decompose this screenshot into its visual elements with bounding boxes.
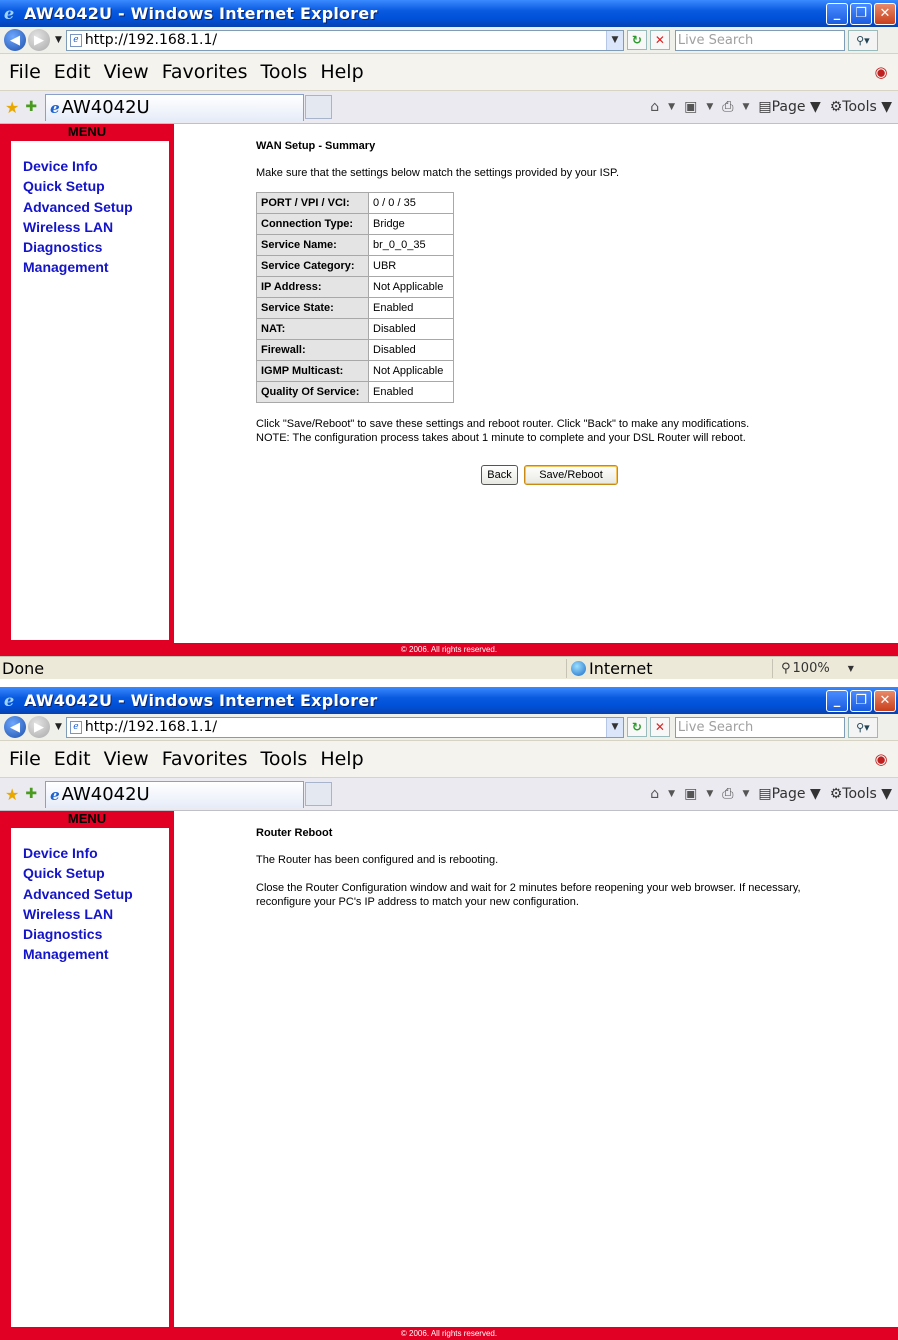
address-dropdown-icon[interactable]: ▼	[606, 31, 623, 50]
close-button[interactable]: ✕	[874, 690, 896, 712]
row-label: Service State:	[257, 298, 369, 319]
stop-button[interactable]: ✕	[650, 30, 670, 50]
refresh-button[interactable]: ↻	[627, 717, 647, 737]
menu-bar	[0, 741, 898, 778]
stop-button[interactable]: ✕	[650, 717, 670, 737]
tab-bar	[0, 91, 898, 124]
sidebar-title: MENU	[67, 811, 107, 826]
menu-view[interactable]: View	[103, 748, 149, 770]
page-icon: e	[70, 721, 82, 734]
tab-label: AW4042U	[61, 784, 150, 805]
sidebar-item-advanced-setup[interactable]: Advanced Setup	[23, 885, 133, 902]
sidebar-panel	[11, 828, 169, 1327]
address-text: http://192.168.1.1/	[84, 32, 218, 48]
search-input[interactable]: Live Search	[675, 30, 845, 51]
sidebar-panel	[11, 141, 169, 640]
row-value: Disabled	[369, 319, 454, 340]
feeds-dropdown-icon[interactable]: ▼	[706, 789, 714, 799]
history-dropdown-icon[interactable]: ▼	[55, 35, 62, 45]
menu-edit[interactable]: Edit	[53, 61, 91, 83]
rebooting-message: The Router has been configured and is rebooting.	[256, 854, 499, 866]
sidebar-item-device-info[interactable]: Device Info	[23, 158, 98, 174]
home-dropdown-icon[interactable]: ▼	[668, 789, 676, 799]
sidebar	[0, 811, 174, 1327]
new-tab-button[interactable]	[305, 95, 332, 119]
menu-file[interactable]: File	[9, 748, 41, 770]
table-row	[257, 256, 454, 277]
row-value: br_0_0_35	[369, 235, 454, 256]
sidebar-item-management[interactable]: Management	[23, 946, 109, 963]
ie-page-icon: e	[50, 785, 60, 804]
tab-aw4042u[interactable]	[45, 94, 304, 121]
menu-help[interactable]: Help	[320, 748, 364, 770]
maximize-button[interactable]: ❐	[850, 3, 872, 25]
row-value: Not Applicable	[369, 277, 454, 298]
sidebar-item-diagnostics[interactable]: Diagnostics	[23, 239, 103, 256]
save-reboot-button[interactable]: Save/Reboot	[524, 465, 618, 485]
forward-button[interactable]: ▶	[28, 716, 50, 738]
zoom-level[interactable]: ⚲ 100% ▼	[772, 659, 892, 678]
add-favorite-icon[interactable]: ✚	[25, 99, 38, 115]
sidebar-item-management[interactable]: Management	[23, 259, 109, 276]
status-bar	[0, 656, 898, 679]
search-button[interactable]: ⚲▾	[848, 30, 878, 51]
reboot-note: NOTE: The configuration process takes about 1 minute to complete and your DSL Router will reboot.	[256, 432, 746, 444]
save-instruction: Click "Save/Reboot" to save these settings and reboot router. Click "Back" to make any modifications.	[256, 418, 750, 430]
row-value: Disabled	[369, 340, 454, 361]
row-label: Service Name:	[257, 235, 369, 256]
ie-page-icon: e	[50, 98, 60, 117]
row-label: PORT / VPI / VCI:	[257, 193, 369, 214]
row-value: 0 / 0 / 35	[369, 193, 454, 214]
globe-icon	[571, 661, 586, 676]
address-bar	[0, 714, 898, 741]
search-button[interactable]: ⚲▾	[848, 717, 878, 738]
table-row	[257, 277, 454, 298]
menu-tools[interactable]: Tools	[260, 61, 308, 83]
new-tab-button[interactable]	[305, 782, 332, 806]
address-bar	[0, 27, 898, 54]
row-label: Quality Of Service:	[257, 382, 369, 403]
sidebar-item-advanced-setup[interactable]: Advanced Setup	[23, 198, 133, 215]
table-row	[257, 361, 454, 382]
row-label: Connection Type:	[257, 214, 369, 235]
minimize-button[interactable]: _	[826, 3, 848, 25]
title-bar	[0, 687, 898, 714]
row-label: IP Address:	[257, 277, 369, 298]
refresh-button[interactable]: ↻	[627, 30, 647, 50]
reconfigure-instruction: reconfigure your PC's IP address to match your new configuration.	[256, 896, 579, 908]
feeds-icon[interactable]: ▣	[684, 99, 698, 115]
history-dropdown-icon[interactable]: ▼	[55, 722, 62, 732]
tools-menu-button[interactable]: ⚙Tools ▼	[829, 99, 892, 115]
favorites-star-icon[interactable]: ★	[5, 97, 20, 117]
home-dropdown-icon[interactable]: ▼	[668, 102, 676, 112]
close-window-instruction: Close the Router Configuration window and wait for 2 minutes before reopening your web browser. If necessary,	[256, 882, 801, 894]
row-value: Enabled	[369, 298, 454, 319]
row-value: Bridge	[369, 214, 454, 235]
page-title: Router Reboot	[256, 827, 333, 839]
tab-label: AW4042U	[61, 97, 150, 118]
security-zone: Internet	[566, 659, 772, 678]
table-row	[257, 298, 454, 319]
sidebar	[0, 124, 174, 643]
window-title: AW4042U - Windows Internet Explorer	[24, 691, 378, 710]
address-input[interactable]	[66, 30, 624, 51]
row-label: Service Category:	[257, 256, 369, 277]
minimize-button[interactable]: _	[826, 690, 848, 712]
menu-favorites[interactable]: Favorites	[161, 61, 248, 83]
summary-table	[256, 192, 454, 403]
window-title: AW4042U - Windows Internet Explorer	[24, 4, 378, 23]
feeds-dropdown-icon[interactable]: ▼	[706, 102, 714, 112]
print-icon[interactable]: ⎙	[722, 786, 734, 802]
table-row	[257, 319, 454, 340]
add-favorite-icon[interactable]: ✚	[25, 786, 38, 802]
page-title: WAN Setup - Summary	[256, 140, 376, 152]
home-icon[interactable]: ⌂	[650, 786, 660, 802]
sidebar-item-quick-setup[interactable]: Quick Setup	[23, 178, 105, 195]
pdf-addon-icon[interactable]: ◉	[874, 750, 888, 768]
menu-edit[interactable]: Edit	[53, 748, 91, 770]
table-row	[257, 382, 454, 403]
tab-bar	[0, 778, 898, 811]
feeds-icon[interactable]: ▣	[684, 786, 698, 802]
table-row	[257, 214, 454, 235]
menu-help[interactable]: Help	[320, 61, 364, 83]
page-viewport	[0, 124, 898, 656]
table-row	[257, 235, 454, 256]
footer: © 2006. All rights reserved.	[0, 643, 898, 656]
pdf-addon-icon[interactable]: ◉	[874, 63, 888, 81]
row-value: Not Applicable	[369, 361, 454, 382]
status-text: Done	[2, 658, 45, 678]
browser-window-reboot	[0, 687, 898, 1338]
print-dropdown-icon[interactable]: ▼	[742, 102, 750, 112]
tools-menu-button[interactable]: ⚙Tools ▼	[829, 786, 892, 802]
print-dropdown-icon[interactable]: ▼	[742, 789, 750, 799]
back-button-page[interactable]: Back	[481, 465, 518, 485]
sidebar-item-wireless-lan[interactable]: Wireless LAN	[23, 905, 114, 922]
sidebar-item-device-info[interactable]: Device Info	[23, 845, 98, 861]
window-gap	[0, 679, 898, 687]
row-label: IGMP Multicast:	[257, 361, 369, 382]
reboot-content	[256, 827, 801, 909]
sidebar-item-diagnostics[interactable]: Diagnostics	[23, 926, 103, 943]
back-button[interactable]: ◀	[4, 716, 26, 738]
summary-content	[256, 140, 749, 445]
menu-file[interactable]: File	[9, 61, 41, 83]
page-menu-button[interactable]: ▤Page ▼	[758, 99, 821, 115]
zoom-icon: ⚲	[781, 660, 791, 676]
close-button[interactable]: ✕	[874, 3, 896, 25]
table-row	[257, 193, 454, 214]
page-menu-button[interactable]: ▤Page ▼	[758, 786, 821, 802]
footer: © 2006. All rights reserved.	[0, 1327, 898, 1340]
row-label: Firewall:	[257, 340, 369, 361]
address-input[interactable]	[66, 717, 624, 738]
page-viewport	[0, 811, 898, 1338]
menu-view[interactable]: View	[103, 61, 149, 83]
table-row	[257, 340, 454, 361]
tab-aw4042u[interactable]	[45, 781, 304, 808]
back-button[interactable]: ◀	[4, 29, 26, 51]
row-label: NAT:	[257, 319, 369, 340]
address-text: http://192.168.1.1/	[84, 719, 218, 735]
row-value: Enabled	[369, 382, 454, 403]
address-dropdown-icon[interactable]: ▼	[606, 718, 623, 737]
search-input[interactable]: Live Search	[675, 717, 845, 738]
print-icon[interactable]: ⎙	[722, 99, 734, 115]
intro-text: Make sure that the settings below match the settings provided by your ISP.	[256, 167, 619, 179]
menu-tools[interactable]: Tools	[260, 748, 308, 770]
forward-button[interactable]: ▶	[28, 29, 50, 51]
favorites-star-icon[interactable]: ★	[5, 784, 20, 804]
menu-bar	[0, 54, 898, 91]
sidebar-item-wireless-lan[interactable]: Wireless LAN	[23, 218, 114, 235]
title-bar	[0, 0, 898, 27]
home-icon[interactable]: ⌂	[650, 99, 660, 115]
ie-logo-icon: e	[4, 691, 15, 710]
menu-favorites[interactable]: Favorites	[161, 748, 248, 770]
page-icon: e	[70, 34, 82, 47]
maximize-button[interactable]: ❐	[850, 690, 872, 712]
row-value: UBR	[369, 256, 454, 277]
sidebar-item-quick-setup[interactable]: Quick Setup	[23, 865, 105, 882]
ie-logo-icon: e	[4, 4, 15, 23]
sidebar-title: MENU	[67, 124, 107, 139]
